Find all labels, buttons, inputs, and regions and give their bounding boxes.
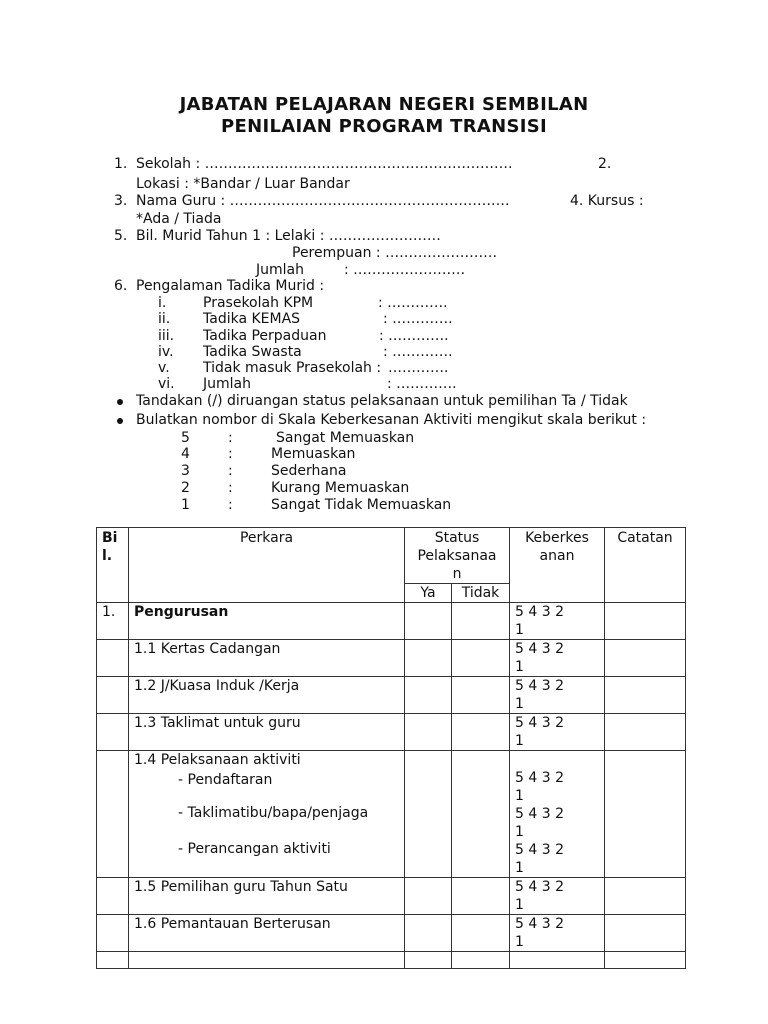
cell-catatan[interactable] (605, 878, 686, 915)
item-number-5: 5. (114, 228, 128, 244)
scale-legend-sep: : (228, 480, 233, 496)
tadika-num: i. (158, 295, 167, 311)
subitem-taklimat: - Taklimatibu/bapa/penjaga (178, 805, 369, 821)
lokasi-field[interactable]: Lokasi : *Bandar / Luar Bandar (136, 176, 350, 192)
header-keberkesanan: Keberkes anan (510, 528, 605, 603)
scale-legend-label: Memuaskan (271, 446, 356, 462)
cell-catatan[interactable] (605, 640, 686, 677)
cell-tidak[interactable] (452, 952, 510, 969)
tadika-label: Tadika Swasta (203, 344, 302, 360)
cell-catatan[interactable] (605, 915, 686, 952)
cell-tidak[interactable] (452, 751, 510, 878)
item-number-3: 3. (114, 193, 128, 209)
scale-legend-num: 3 (181, 463, 190, 479)
cell-ya[interactable] (405, 915, 452, 952)
tadika-num: iii. (158, 328, 175, 344)
row-perkara (129, 952, 405, 969)
tadika-value[interactable]: …………. (388, 360, 449, 376)
scale-legend-label: Sangat Tidak Memuaskan (271, 497, 452, 513)
table-row (97, 714, 686, 751)
tadika-value[interactable]: : …………. (383, 344, 453, 360)
row-bil (97, 878, 129, 915)
row-perkara: 1.3 Taklimat untuk guru (129, 714, 405, 751)
tadika-label: Tadika KEMAS (203, 311, 301, 327)
table-row (97, 952, 686, 969)
table-row (97, 640, 686, 677)
row-bil (97, 714, 129, 751)
header-catatan: Catatan (605, 528, 686, 603)
instruction-tandakan: Tandakan (/) diruangan status pelaksanaan untuk pemilihan Ta / Tidak (136, 393, 628, 409)
cell-ya[interactable] (405, 878, 452, 915)
pengalaman-heading: Pengalaman Tadika Murid : (136, 278, 325, 294)
cell-catatan[interactable] (605, 714, 686, 751)
bil-murid-lelaki-field[interactable]: Bil. Murid Tahun 1 : Lelaki : …………………… (136, 228, 441, 244)
cell-ya[interactable] (405, 751, 452, 878)
item-number-1: 1. (114, 156, 128, 172)
bullet-dot (117, 418, 123, 424)
tadika-value[interactable]: : …………. (383, 311, 453, 327)
table-row (97, 603, 686, 640)
cell-scale[interactable]: 5 4 3 2 1 (510, 714, 605, 751)
scale-legend-num: 1 (181, 497, 190, 513)
tadika-num: vi. (158, 376, 175, 392)
instruction-bulatkan: Bulatkan nombor di Skala Keberkesanan Aktiviti mengikut skala berikut : (136, 412, 647, 428)
nama-guru-field[interactable]: Nama Guru : …………………………………………………… (136, 193, 510, 209)
row-bil (97, 640, 129, 677)
scale-legend-num: 2 (181, 480, 190, 496)
row-perkara: 1.1 Kertas Cadangan (129, 640, 405, 677)
row-perkara: 1.5 Pemilihan guru Tahun Satu (129, 878, 405, 915)
scale-legend-sep: : (228, 446, 233, 462)
evaluation-table (96, 527, 686, 969)
tadika-num: v. (158, 360, 170, 376)
header-bil: Bi l. (97, 528, 129, 603)
table-row (97, 677, 686, 714)
cell-tidak[interactable] (452, 714, 510, 751)
cell-scale[interactable]: 5 4 3 2 1 (510, 603, 605, 640)
tadika-value[interactable]: : …………. (387, 376, 457, 392)
cell-scale[interactable]: 5 4 3 2 1 5 4 3 2 1 5 4 3 2 1 (510, 751, 605, 878)
row-bil (97, 915, 129, 952)
kursus-label: 4. Kursus : (570, 193, 644, 209)
bullet-dot (117, 399, 123, 405)
tadika-num: ii. (158, 311, 171, 327)
item-number-2: 2. (598, 156, 612, 172)
tadika-label: Prasekolah KPM (203, 295, 314, 311)
cell-tidak[interactable] (452, 603, 510, 640)
cell-catatan[interactable] (605, 603, 686, 640)
cell-catatan[interactable] (605, 952, 686, 969)
tadika-value[interactable]: : …………. (378, 295, 448, 311)
bil-murid-jumlah-label: Jumlah (256, 262, 304, 278)
row-perkara (129, 751, 405, 878)
cell-tidak[interactable] (452, 640, 510, 677)
scale-legend-sep: : (228, 497, 233, 513)
table-header-row (97, 528, 686, 584)
scale-legend-label: Sederhana (271, 463, 347, 479)
row-bil: 1. (97, 603, 129, 640)
row-bil (97, 952, 129, 969)
table-row (97, 878, 686, 915)
scale-legend-num: 4 (181, 446, 190, 462)
document-subtitle: PENILAIAN PROGRAM TRANSISI (221, 116, 547, 137)
tadika-label: Tadika Perpaduan (203, 328, 327, 344)
table-row (97, 915, 686, 952)
cell-ya[interactable] (405, 714, 452, 751)
cell-tidak[interactable] (452, 677, 510, 714)
cell-ya[interactable] (405, 952, 452, 969)
scale-legend-num: 5 (181, 430, 190, 446)
scale-legend-label: Kurang Memuaskan (271, 480, 410, 496)
scale-legend-label: Sangat Memuaskan (276, 430, 415, 446)
tadika-label: Tidak masuk Prasekolah : (203, 360, 382, 376)
cell-scale[interactable] (510, 952, 605, 969)
row-perkara-title: 1.4 Pelaksanaan aktiviti (134, 752, 301, 768)
header-status-pelaksanaan: Status Pelaksanaa n (405, 528, 510, 584)
cell-tidak[interactable] (452, 878, 510, 915)
row-perkara: 1.2 J/Kuasa Induk /Kerja (129, 677, 405, 714)
cell-scale[interactable]: 5 4 3 2 1 (510, 677, 605, 714)
scale-legend-sep: : (228, 430, 233, 446)
kursus-field[interactable]: *Ada / Tiada (136, 211, 222, 227)
subitem-perancangan: - Perancangan aktiviti (178, 841, 331, 857)
row-perkara: Pengurusan (129, 603, 405, 640)
cell-tidak[interactable] (452, 915, 510, 952)
cell-catatan[interactable] (605, 751, 686, 878)
cell-scale[interactable]: 5 4 3 2 1 (510, 878, 605, 915)
row-bil (97, 677, 129, 714)
item-number-6: 6. (114, 278, 128, 294)
cell-ya[interactable] (405, 640, 452, 677)
sekolah-field[interactable]: Sekolah : ………………………………………………………… (136, 156, 513, 172)
cell-scale[interactable]: 5 4 3 2 1 (510, 640, 605, 677)
tadika-num: iv. (158, 344, 174, 360)
tadika-label: Jumlah (203, 376, 251, 392)
header-ya: Ya (405, 584, 452, 603)
cell-ya[interactable] (405, 677, 452, 714)
bil-murid-jumlah-field[interactable]: : …………………… (344, 262, 466, 278)
row-bil (97, 751, 129, 878)
bil-murid-perempuan-field[interactable]: Perempuan : …………………… (292, 245, 498, 261)
subitem-pendaftaran: - Pendaftaran (178, 772, 273, 788)
table-row (97, 751, 686, 878)
header-perkara: Perkara (129, 528, 405, 603)
cell-catatan[interactable] (605, 677, 686, 714)
row-perkara: 1.6 Pemantauan Berterusan (129, 915, 405, 952)
cell-ya[interactable] (405, 603, 452, 640)
cell-scale[interactable]: 5 4 3 2 1 (510, 915, 605, 952)
tadika-value[interactable]: : …………. (379, 328, 449, 344)
header-tidak: Tidak (452, 584, 510, 603)
scale-legend-sep: : (228, 463, 233, 479)
document-title: JABATAN PELAJARAN NEGERI SEMBILAN (179, 94, 589, 115)
